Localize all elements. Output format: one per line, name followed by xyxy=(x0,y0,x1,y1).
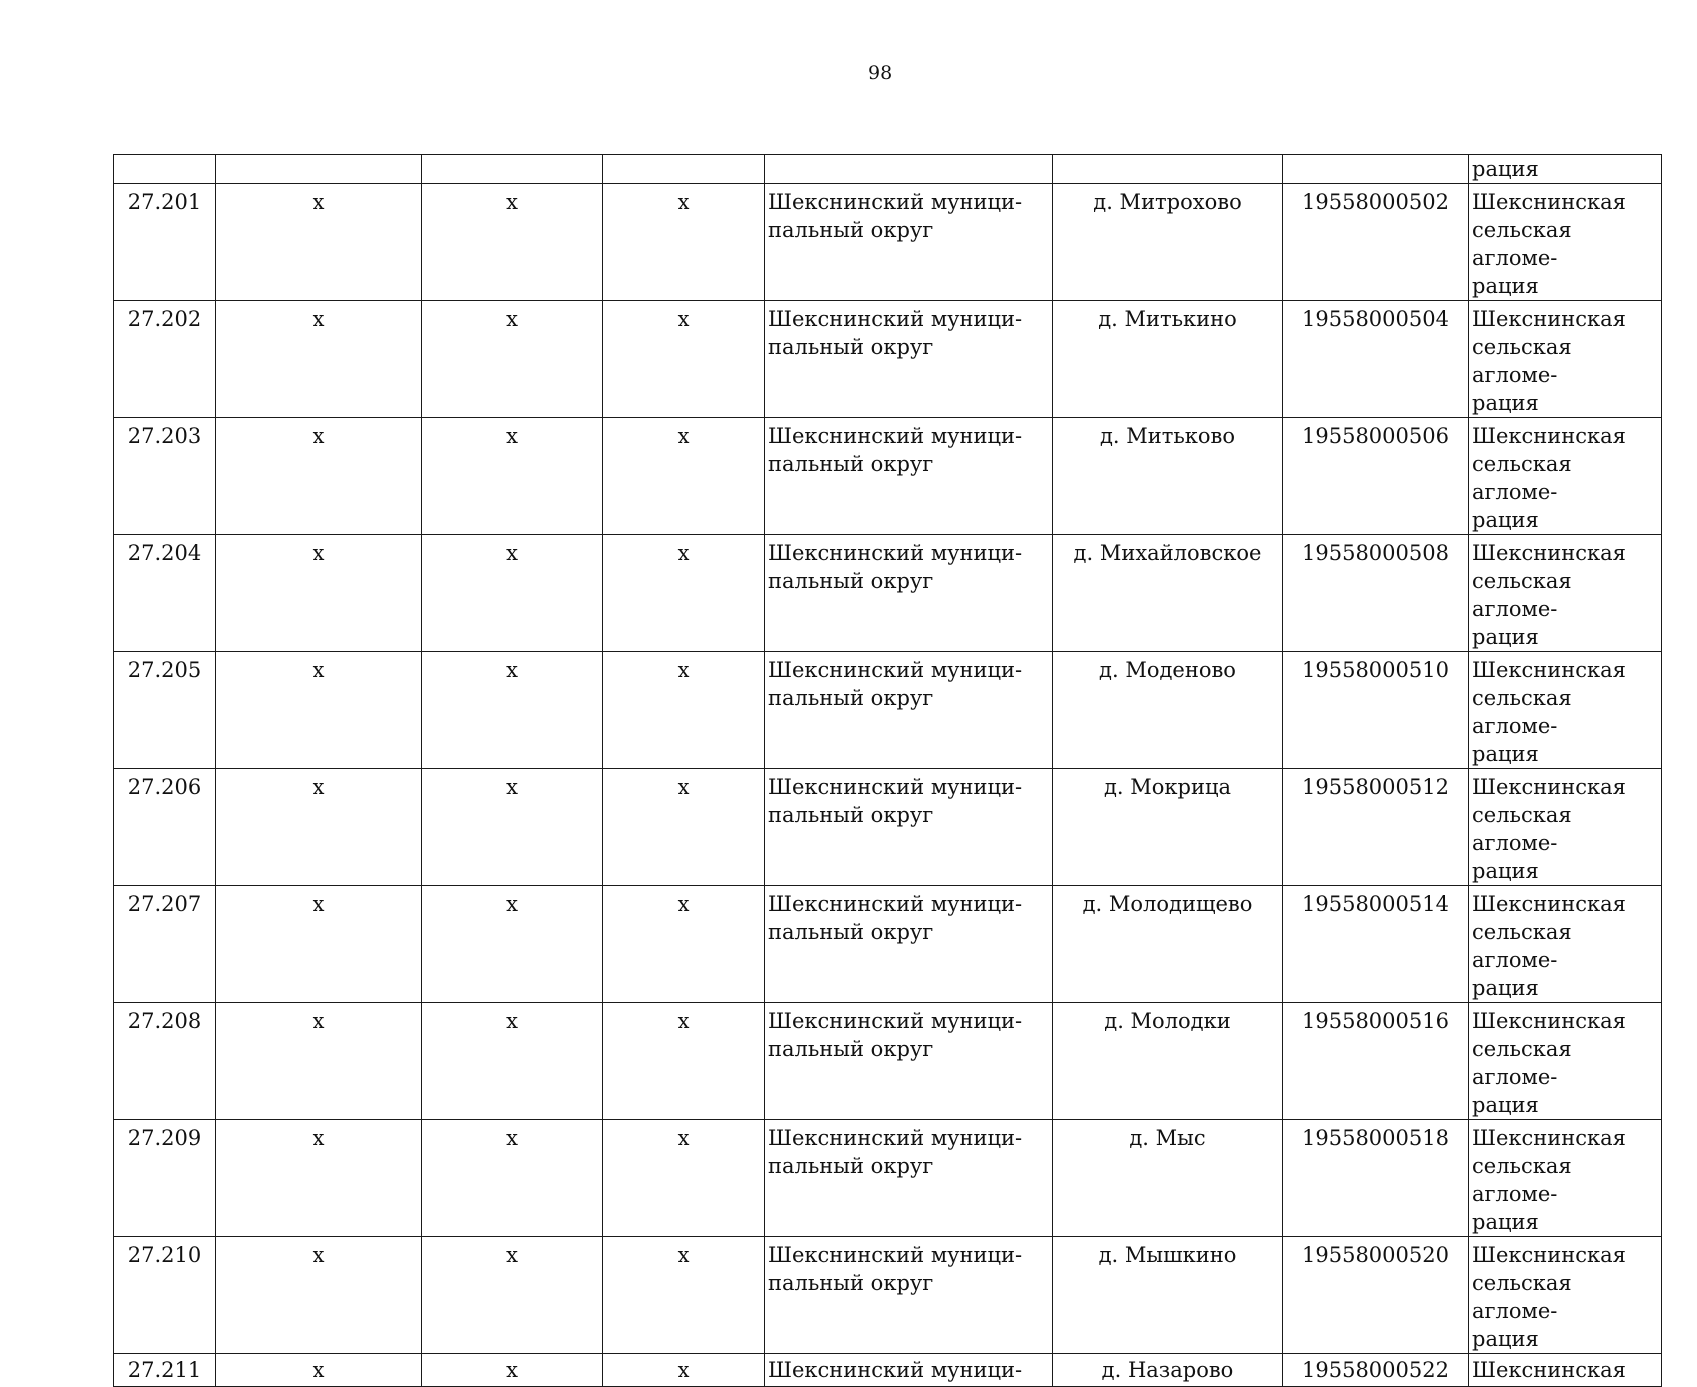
cell-col3: х xyxy=(422,652,603,769)
cell-settlement: д. Митрохово xyxy=(1053,184,1283,301)
cell-col4: х xyxy=(603,1237,765,1354)
cell-number: 27.210 xyxy=(114,1237,216,1354)
cell-settlement: д. Мокрица xyxy=(1053,769,1283,886)
cell-col3: х xyxy=(422,301,603,418)
cell-code: 19558000512 xyxy=(1283,769,1469,886)
cell-settlement: д. Мышкино xyxy=(1053,1237,1283,1354)
cell-col3: х xyxy=(422,1003,603,1120)
cell-col4: х xyxy=(603,1003,765,1120)
cell-agglomeration: Шекснинская сельская агломе- рация xyxy=(1469,1120,1662,1237)
table-row xyxy=(114,1003,1662,1120)
cell-col2: х xyxy=(216,886,422,1003)
table-row xyxy=(114,418,1662,535)
cell-municipality: Шекснинский муници- пальный округ xyxy=(765,184,1053,301)
cell-number: 27.201 xyxy=(114,184,216,301)
cell-col3: х xyxy=(422,1237,603,1354)
cell-number xyxy=(114,155,216,184)
cell-municipality: Шекснинский муници- пальный округ xyxy=(765,535,1053,652)
table-row xyxy=(114,1120,1662,1237)
cell-code: 19558000522 xyxy=(1283,1354,1469,1387)
cell-col2: х xyxy=(216,301,422,418)
cell-code: 19558000508 xyxy=(1283,535,1469,652)
table-row xyxy=(114,301,1662,418)
cell-col2: х xyxy=(216,1354,422,1387)
cell-agglomeration: Шекснинская сельская агломе- рация xyxy=(1469,652,1662,769)
cell-municipality: Шекснинский муници- пальный округ xyxy=(765,1003,1053,1120)
cell-number: 27.204 xyxy=(114,535,216,652)
cell-code: 19558000510 xyxy=(1283,652,1469,769)
cell-settlement: д. Митькино xyxy=(1053,301,1283,418)
cell-col2: х xyxy=(216,184,422,301)
cell-col4: х xyxy=(603,1354,765,1387)
cell-municipality: Шекснинский муници- xyxy=(765,1354,1053,1387)
cell-code: 19558000520 xyxy=(1283,1237,1469,1354)
cell-number: 27.208 xyxy=(114,1003,216,1120)
cell-col3: х xyxy=(422,535,603,652)
cell-col4: х xyxy=(603,184,765,301)
cell-col4: х xyxy=(603,418,765,535)
cell-settlement: д. Митьково xyxy=(1053,418,1283,535)
cell-col2: х xyxy=(216,1003,422,1120)
cell-agglomeration: Шекснинская сельская агломе- рация xyxy=(1469,1003,1662,1120)
cell-col3: х xyxy=(422,184,603,301)
cell-col4: х xyxy=(603,652,765,769)
cell-col3 xyxy=(422,155,603,184)
table-row xyxy=(114,1237,1662,1354)
cell-number: 27.207 xyxy=(114,886,216,1003)
cell-agglomeration: Шекснинская сельская агломе- рация xyxy=(1469,535,1662,652)
cell-col2: х xyxy=(216,1237,422,1354)
cell-col3: х xyxy=(422,886,603,1003)
cell-col2 xyxy=(216,155,422,184)
page-number: 98 xyxy=(868,62,893,84)
cell-agglomeration: Шекснинская сельская агломе- рация xyxy=(1469,1237,1662,1354)
cell-settlement xyxy=(1053,155,1283,184)
cell-col2: х xyxy=(216,1120,422,1237)
cell-number: 27.206 xyxy=(114,769,216,886)
cell-code xyxy=(1283,155,1469,184)
cell-agglomeration: Шекснинская сельская агломе- рация xyxy=(1469,769,1662,886)
cell-number: 27.203 xyxy=(114,418,216,535)
cell-municipality: Шекснинский муници- пальный округ xyxy=(765,1120,1053,1237)
cell-settlement: д. Молодищево xyxy=(1053,886,1283,1003)
cell-col3: х xyxy=(422,1120,603,1237)
cell-agglomeration: рация xyxy=(1469,155,1662,184)
table-row xyxy=(114,535,1662,652)
cell-code: 19558000518 xyxy=(1283,1120,1469,1237)
cell-municipality: Шекснинский муници- пальный округ xyxy=(765,652,1053,769)
cell-settlement: д. Моденово xyxy=(1053,652,1283,769)
cell-municipality: Шекснинский муници- пальный округ xyxy=(765,301,1053,418)
cell-col2: х xyxy=(216,535,422,652)
cell-municipality: Шекснинский муници- пальный округ xyxy=(765,886,1053,1003)
cell-agglomeration: Шекснинская сельская агломе- рация xyxy=(1469,184,1662,301)
cell-municipality xyxy=(765,155,1053,184)
cell-agglomeration: Шекснинская сельская агломе- рация xyxy=(1469,886,1662,1003)
cell-col4: х xyxy=(603,535,765,652)
table-row xyxy=(114,1354,1662,1387)
cell-municipality: Шекснинский муници- пальный округ xyxy=(765,1237,1053,1354)
cell-code: 19558000516 xyxy=(1283,1003,1469,1120)
table-row xyxy=(114,769,1662,886)
cell-settlement: д. Михайловское xyxy=(1053,535,1283,652)
table-row xyxy=(114,886,1662,1003)
registry-table xyxy=(113,154,1662,1387)
cell-agglomeration: Шекснинская сельская агломе- рация xyxy=(1469,301,1662,418)
cell-col4 xyxy=(603,155,765,184)
cell-code: 19558000506 xyxy=(1283,418,1469,535)
cell-col4: х xyxy=(603,886,765,1003)
cell-settlement: д. Молодки xyxy=(1053,1003,1283,1120)
cell-col3: х xyxy=(422,1354,603,1387)
cell-settlement: д. Мыс xyxy=(1053,1120,1283,1237)
cell-number: 27.211 xyxy=(114,1354,216,1387)
cell-settlement: д. Назарово xyxy=(1053,1354,1283,1387)
cell-col3: х xyxy=(422,418,603,535)
cell-col4: х xyxy=(603,1120,765,1237)
table-row xyxy=(114,184,1662,301)
cell-col3: х xyxy=(422,769,603,886)
cell-col2: х xyxy=(216,769,422,886)
table-row xyxy=(114,652,1662,769)
cell-municipality: Шекснинский муници- пальный округ xyxy=(765,769,1053,886)
cell-agglomeration: Шекснинская xyxy=(1469,1354,1662,1387)
cell-col2: х xyxy=(216,418,422,535)
cell-col2: х xyxy=(216,652,422,769)
cell-code: 19558000504 xyxy=(1283,301,1469,418)
cell-number: 27.202 xyxy=(114,301,216,418)
cell-col4: х xyxy=(603,301,765,418)
cell-number: 27.209 xyxy=(114,1120,216,1237)
cell-number: 27.205 xyxy=(114,652,216,769)
cell-municipality: Шекснинский муници- пальный округ xyxy=(765,418,1053,535)
cell-agglomeration: Шекснинская сельская агломе- рация xyxy=(1469,418,1662,535)
cell-code: 19558000502 xyxy=(1283,184,1469,301)
table-row-continuation xyxy=(114,155,1662,184)
cell-col4: х xyxy=(603,769,765,886)
cell-code: 19558000514 xyxy=(1283,886,1469,1003)
